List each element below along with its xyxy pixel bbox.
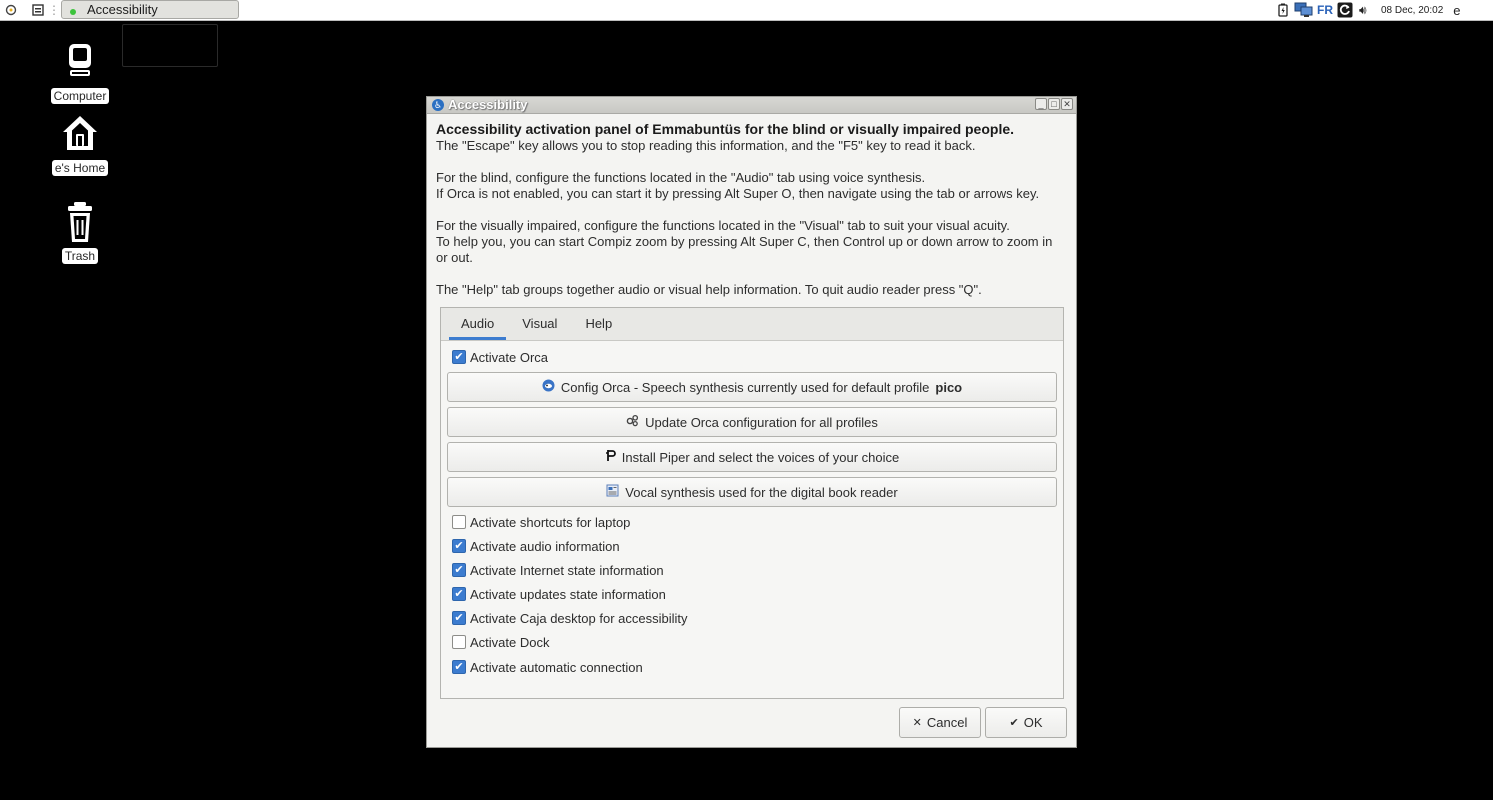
checkbox-checked[interactable]: ✔	[452, 660, 466, 674]
taskbar-item-accessibility[interactable]	[61, 0, 239, 19]
checkbox-label: Activate Dock	[470, 634, 550, 650]
battery-icon[interactable]	[1276, 2, 1290, 18]
minimize-icon[interactable]: _	[1035, 98, 1047, 110]
home-icon	[57, 112, 103, 158]
option-dock[interactable]	[452, 633, 549, 651]
description-visual-2: To help you, you can start Compiz zoom by pressing Alt Super C, then Control up or down arrow to zoom in or out.	[436, 234, 1053, 265]
desktop-icon-computer[interactable]	[45, 40, 115, 104]
install-piper-label: Install Piper and select the voices of your choice	[621, 449, 900, 465]
cancel-icon: ✕	[912, 717, 922, 729]
checkbox-label: Activate updates state information	[470, 586, 666, 602]
user-menu[interactable]: e	[1453, 2, 1461, 18]
check-icon: ✔	[1009, 717, 1019, 729]
checkbox-checked[interactable]: ✔	[452, 563, 466, 577]
checkbox-label: Activate shortcuts for laptop	[470, 514, 631, 530]
settings-notebook	[440, 307, 1064, 699]
accessibility-dialog	[426, 96, 1077, 748]
clock[interactable]: 08 Dec, 20:02	[1381, 4, 1444, 16]
desktop-icon-label: e's Home	[52, 160, 108, 176]
tab-bar	[441, 308, 1063, 341]
dialog-title: Accessibility	[448, 97, 528, 112]
taskbar-item-label: Accessibility	[87, 2, 158, 17]
checkbox-label: Activate Caja desktop for accessibility	[470, 610, 688, 626]
vocal-synthesis-button[interactable]	[447, 477, 1057, 507]
description-escape: The "Escape" key allows you to stop reading this information, and the "F5" key to read it back.	[436, 138, 976, 153]
gears-icon	[626, 414, 639, 430]
dialog-titlebar[interactable]	[427, 97, 1076, 114]
option-audio-information[interactable]	[452, 537, 620, 555]
option-caja-desktop[interactable]	[452, 609, 687, 627]
window-status-icon	[70, 9, 76, 15]
cancel-button[interactable]	[899, 707, 981, 738]
dialog-description	[427, 114, 1076, 298]
config-orca-label: Config Orca - Speech synthesis currently used for default profile	[560, 379, 930, 395]
option-internet-state[interactable]	[452, 561, 664, 579]
keyboard-layout-indicator[interactable]: FR	[1317, 3, 1333, 17]
config-orca-button[interactable]	[447, 372, 1057, 402]
desktop-icon-label: Trash	[62, 248, 98, 264]
checkbox-unchecked[interactable]	[452, 635, 466, 649]
checkbox-label: Activate audio information	[470, 538, 620, 554]
close-icon[interactable]: ✕	[1061, 98, 1073, 110]
option-updates-state[interactable]	[452, 585, 666, 603]
speech-synthesis-value: pico	[935, 379, 963, 395]
ok-button[interactable]	[985, 707, 1067, 738]
menu-icon[interactable]	[3, 2, 19, 18]
computer-icon	[57, 40, 103, 86]
checkbox-checked[interactable]: ✔	[452, 350, 466, 364]
trash-icon	[57, 200, 103, 246]
vocal-synthesis-label: Vocal synthesis used for the digital book reader	[625, 484, 898, 500]
update-orca-label: Update Orca configuration for all profiles	[645, 414, 878, 430]
book-reader-icon	[606, 484, 619, 500]
description-visual-1: For the visually impaired, configure the functions located in the "Visual" tab to suit your visual acuity.	[436, 218, 1010, 233]
maximize-icon[interactable]: □	[1048, 98, 1060, 110]
update-icon[interactable]	[1337, 2, 1353, 18]
checkbox-label: Activate Orca	[470, 349, 549, 365]
tab-help[interactable]: Help	[585, 315, 613, 331]
description-help: The "Help" tab groups together audio or visual help information. To quit audio reader press "Q".	[436, 282, 982, 297]
orca-icon	[542, 379, 555, 395]
show-desktop-icon[interactable]	[30, 2, 46, 18]
checkbox-checked[interactable]: ✔	[452, 611, 466, 625]
install-piper-button[interactable]	[447, 442, 1057, 472]
desktop-icon-home[interactable]	[45, 112, 115, 176]
volume-icon[interactable]: 🔊︎	[1359, 2, 1367, 17]
dialog-heading: Accessibility activation panel of Emmabuntüs for the blind or visually impaired people.	[436, 121, 1015, 137]
piper-icon	[605, 449, 616, 465]
checkbox-label: Activate Internet state information	[470, 562, 664, 578]
tab-audio[interactable]: Audio	[449, 309, 506, 340]
checkbox-checked[interactable]: ✔	[452, 587, 466, 601]
top-panel	[0, 0, 1493, 21]
ok-label: OK	[1023, 715, 1043, 730]
description-blind-2: If Orca is not enabled, you can start it by pressing Alt Super O, then navigate using the tab or arrows key.	[436, 186, 1040, 201]
checkbox-label: Activate automatic connection	[470, 659, 643, 675]
description-blind-1: For the blind, configure the functions located in the "Audio" tab using voice synthesis.	[436, 170, 926, 185]
update-orca-button[interactable]	[447, 407, 1057, 437]
checkbox-unchecked[interactable]	[452, 515, 466, 529]
cancel-label: Cancel	[926, 715, 968, 730]
panel-separator: ⋮	[48, 3, 60, 17]
network-icon[interactable]	[1294, 2, 1314, 18]
desktop-icon-label: Computer	[51, 88, 110, 104]
desktop-icon-trash[interactable]	[45, 200, 115, 264]
system-tray	[1276, 0, 1461, 20]
tab-visual[interactable]: Visual	[522, 315, 558, 331]
checkbox-checked[interactable]: ✔	[452, 539, 466, 553]
desktop-dock-placeholder	[122, 24, 218, 67]
accessibility-icon: ♿︎	[433, 100, 443, 110]
option-shortcuts-laptop[interactable]	[452, 513, 630, 531]
option-automatic-connection[interactable]	[452, 658, 643, 676]
activate-orca-checkbox[interactable]	[452, 348, 548, 366]
